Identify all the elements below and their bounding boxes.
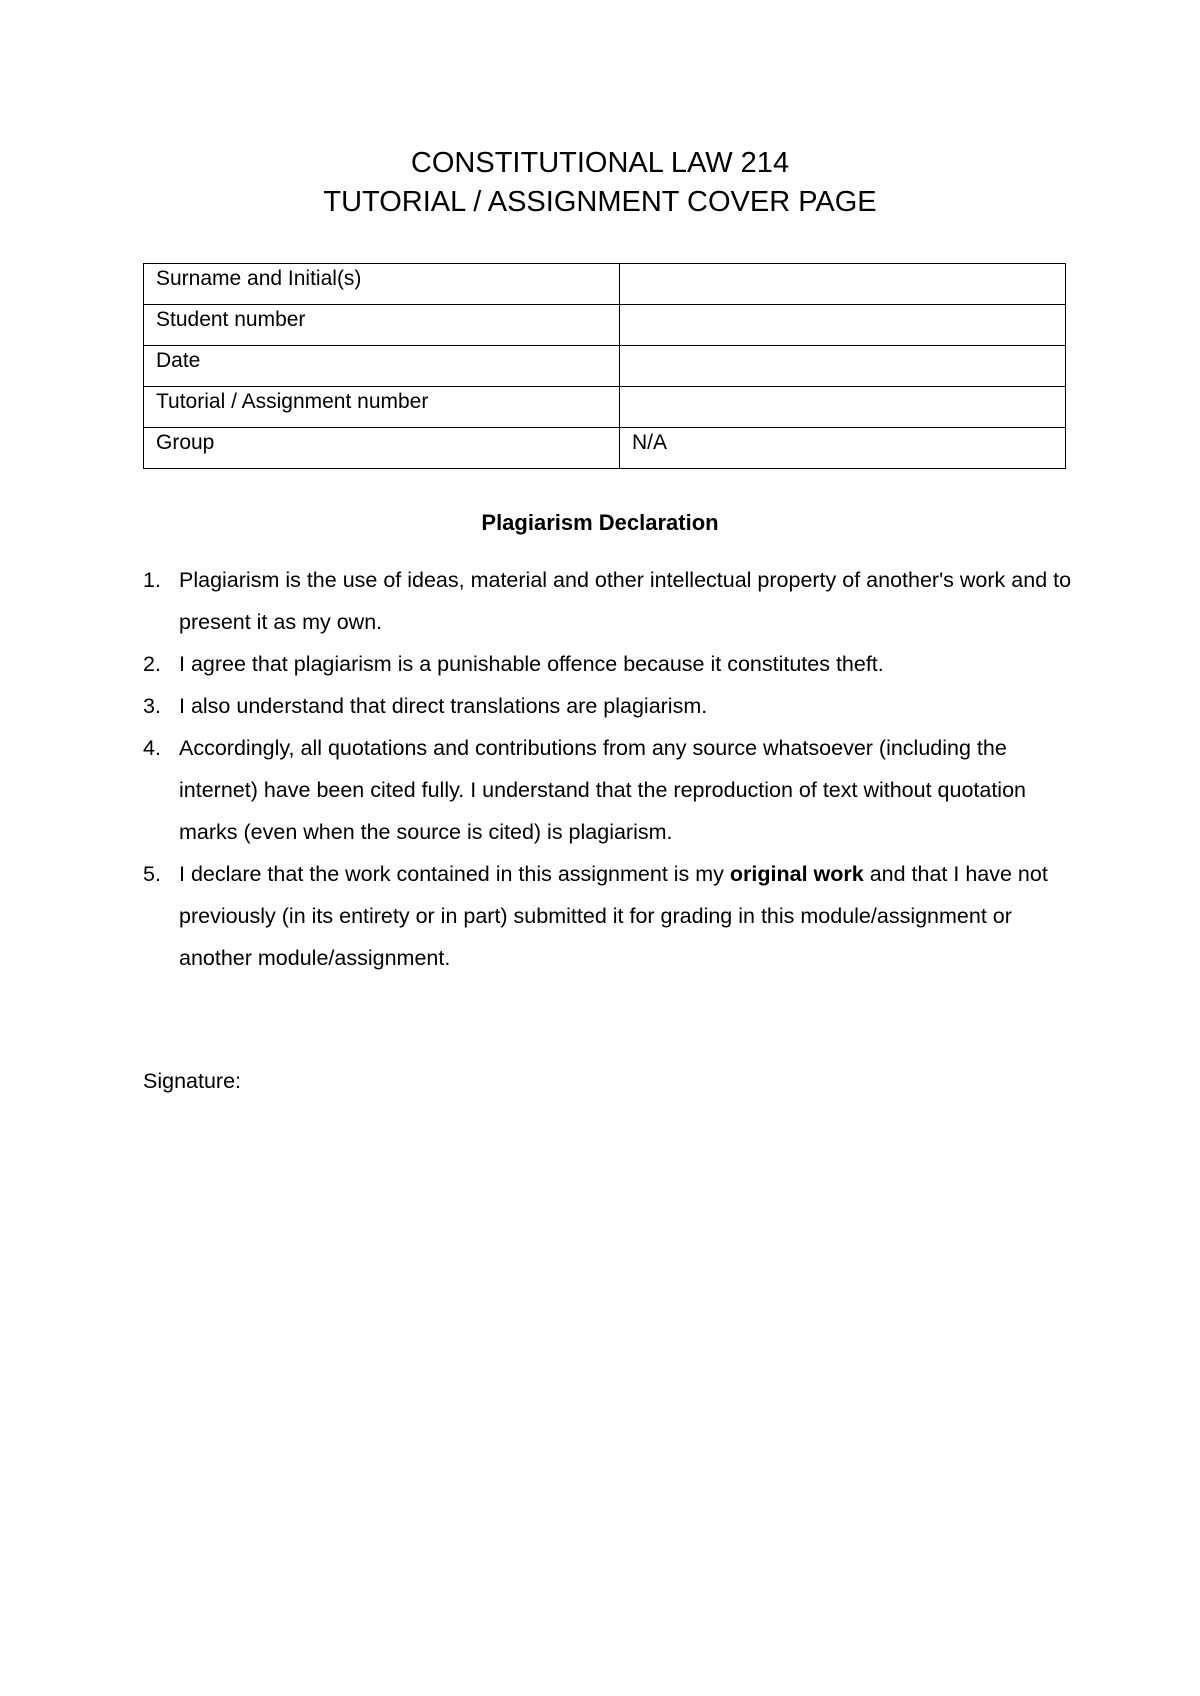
group-field[interactable]: N/A (620, 428, 1066, 469)
list-item-number: 2. (143, 652, 161, 676)
list-item-text-start: I declare that the work contained in this assignment is my (179, 862, 730, 886)
document-title: CONSTITUTIONAL LAW 214 (410, 147, 790, 179)
table-row (144, 264, 1066, 305)
list-item-text-emphasis: original work (729, 862, 864, 886)
group-label: Group (144, 428, 620, 469)
list-item (143, 727, 1073, 853)
surname-label: Surname and Initial(s) (144, 264, 620, 305)
table-row (144, 305, 1066, 346)
list-item (143, 559, 1073, 643)
list-item-number: 1. (143, 568, 161, 592)
list-item-text-end: and that I have not previously (in its entirety or in part) submitted it for grading in this module/assignment or another module/assignment. (179, 862, 1048, 970)
declaration-heading: Plagiarism Declaration (481, 510, 719, 535)
list-item-text: I also understand that direct translations are plagiarism. (179, 694, 708, 718)
date-field[interactable] (620, 346, 1066, 387)
table-row (144, 346, 1066, 387)
date-label: Date (144, 346, 620, 387)
list-item-number: 3. (143, 694, 161, 718)
assignment-number-label: Tutorial / Assignment number (144, 387, 620, 428)
list-item (143, 685, 1073, 727)
list-item-number: 4. (143, 736, 161, 760)
list-item (143, 643, 1073, 685)
student-info-table (143, 263, 1066, 469)
list-item (143, 853, 1073, 979)
list-item-number: 5. (143, 862, 161, 886)
assignment-number-field[interactable] (620, 387, 1066, 428)
table-row (144, 387, 1066, 428)
signature-label: Signature: (143, 1069, 242, 1093)
document-subtitle: TUTORIAL / ASSIGNMENT COVER PAGE (323, 186, 877, 218)
student-number-label: Student number (144, 305, 620, 346)
surname-field[interactable] (620, 264, 1066, 305)
table-row (144, 428, 1066, 469)
list-item-text: I agree that plagiarism is a punishable offence because it constitutes theft. (179, 652, 884, 676)
list-item-text: Plagiarism is the use of ideas, material and other intellectual property of another's work and to present it as my own. (179, 568, 1072, 634)
list-item-text: Accordingly, all quotations and contributions from any source whatsoever (including the internet) have been cited fully. I understand that the reproduction of text without quotation marks (even when the source is cited) is plagiarism. (179, 736, 1027, 844)
declaration-list (143, 559, 1073, 979)
student-number-field[interactable] (620, 305, 1066, 346)
